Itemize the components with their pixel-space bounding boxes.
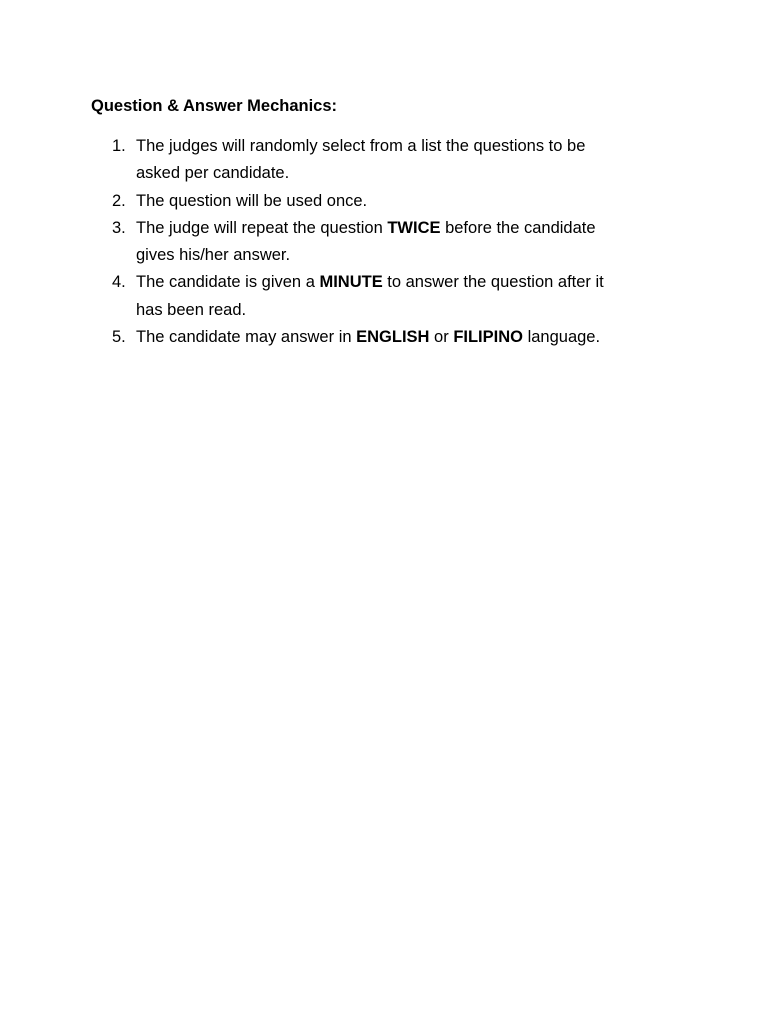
rule-text: gives his/her answer. [136, 246, 291, 265]
rule-text-line [136, 188, 691, 215]
rule-text: or [429, 328, 454, 347]
rule-text: The judges will randomly select from a list the questions to be [136, 137, 586, 155]
rule-item [91, 133, 691, 188]
rule-text: before the candidate [440, 218, 596, 237]
rule-text: The candidate is given a [136, 273, 320, 292]
rule-text-line [136, 297, 691, 324]
rule-text: The question will be used once. [136, 191, 368, 210]
rule-text-line [136, 242, 691, 269]
rule-text: to answer the question after it [382, 273, 604, 292]
emphasized-text: ENGLISH [356, 328, 430, 347]
rule-number: 1. [112, 137, 126, 155]
rule-number: 5. [112, 328, 126, 347]
rule-number: 4. [112, 273, 126, 292]
rule-number: 2. [112, 191, 126, 210]
rule-item [91, 215, 691, 270]
rule-text: The candidate may answer in [136, 328, 357, 347]
rule-text: The judge will repeat the question [136, 218, 388, 237]
rule-text: language. [522, 328, 601, 347]
document-heading: Question & Answer Mechanics: [91, 97, 338, 115]
rule-text: has been read. [136, 300, 247, 319]
rule-item [91, 188, 691, 215]
mechanics-list [91, 133, 691, 351]
emphasized-text: FILIPINO [453, 328, 523, 347]
rule-item [91, 324, 691, 351]
rule-text-line [136, 160, 691, 187]
emphasized-text: TWICE [387, 218, 441, 237]
rule-text: asked per candidate. [136, 164, 290, 183]
rule-item [91, 269, 691, 324]
rule-text-line [136, 269, 691, 296]
rule-text-line [136, 133, 691, 160]
rule-text-line [136, 324, 691, 351]
emphasized-text: MINUTE [319, 273, 383, 292]
rule-text-line [136, 215, 691, 242]
rule-number: 3. [112, 218, 126, 237]
